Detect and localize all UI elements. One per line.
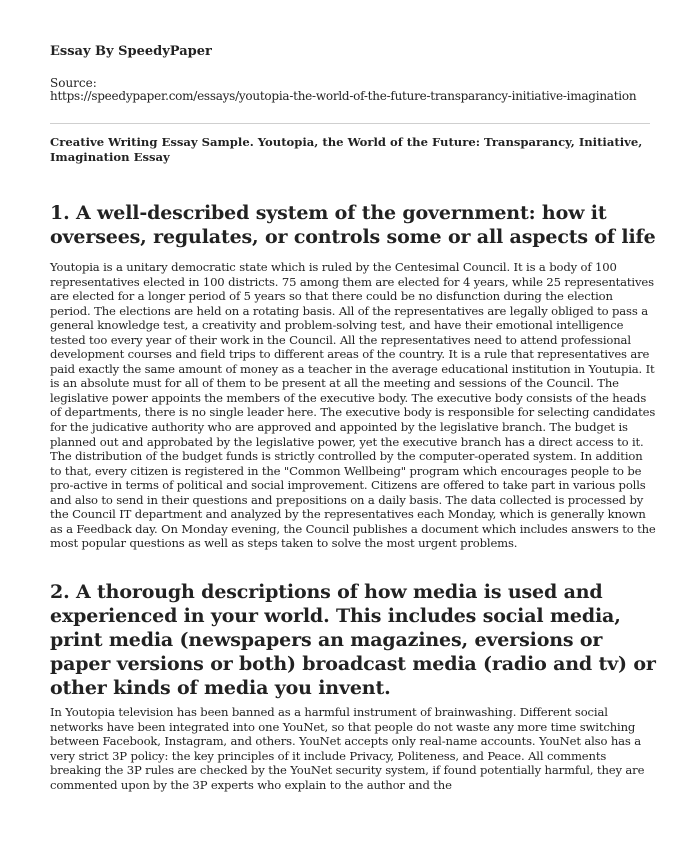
section-body-1: Youtopia is a unitary democratic state which is ruled by the Centesimal Council. It is a body of 100 representatives elected in 100 districts. 75 among them are elected for 4 years, while 25 representatives are elected for a longer period of 5 years so that there could be no disfunction during the election period. The elections are held on a rotating basis. All of the representatives are legally obliged to pass a general knowledge test, a creativity and problem-solving test, and have their emotional intelligence tested too every year of their work in the Council. All the representatives need to attend professional development courses and field trips to different areas of the country. It is a rule that representatives are paid exactly the same amount of money as a teacher in the average educational institution in Youtupia. It is an absolute must for all of them to be present at all the meeting and sessions of the Council. The legislative power appoints the members of the executive body. The executive body consists of the heads of departments, there is no single leader here. The executive body is responsible for selecting candidates for the judicative authority who are approved and appointed by the legislative branch. The budget is planned out and approbated by the legislative power, yet the executive branch has a direct access to it. The distribution of the budget funds is strictly controlled by the computer-operated system. In addition to that, every citizen is registered in the "Common Wellbeing" program which encourages people to be pro-active in terms of political and social improvement. Citizens are offered to take part in various polls and also to send in their questions and prepositions on a daily basis. The data collected is processed by the Council IT department and analyzed by the representatives each Monday, which is generally known as a Feedback day. On Monday evening, the Council publishes a document which includes answers to the most popular questions as well as steps taken to solve the most urgent problems.	[50, 260, 656, 551]
document-header-title: Essay By SpeedyPaper	[50, 44, 212, 59]
section-heading-1: 1. A well-described system of the government: how it oversees, regulates, or controls some or all aspects of life	[50, 202, 656, 248]
section-heading-2: 2. A thorough descriptions of how media is used and experienced in your world. This includes social media, print media (newspapers an magazines, eversions or paper versions or both) broadcast media (radio and tv) or other kinds of media you invent.	[50, 581, 656, 699]
source-url: https://speedypaper.com/essays/youtopia-the-world-of-the-future-transparancy-initiative-imagination	[50, 89, 637, 103]
section-body-2: In Youtopia television has been banned as a harmful instrument of brainwashing. Different social networks have been integrated into one YouNet, so that people do not waste any more time switching between Facebook, Instagram, and others. YouNet accepts only real-name accounts. YouNet also has a very strict 3P policy: the key principles of it include Privacy, Politeness, and Peace. All comments breaking the 3P rules are checked by the YouNet security system, if found potentially harmful, they are commented upon by the 3P experts who explain to the author and the	[50, 705, 645, 792]
source-label: Source:	[50, 76, 97, 90]
header-divider	[50, 123, 650, 124]
essay-title: Creative Writing Essay Sample. Youtopia, the World of the Future: Transparancy, Initiative, Imagination Essay	[50, 135, 643, 164]
